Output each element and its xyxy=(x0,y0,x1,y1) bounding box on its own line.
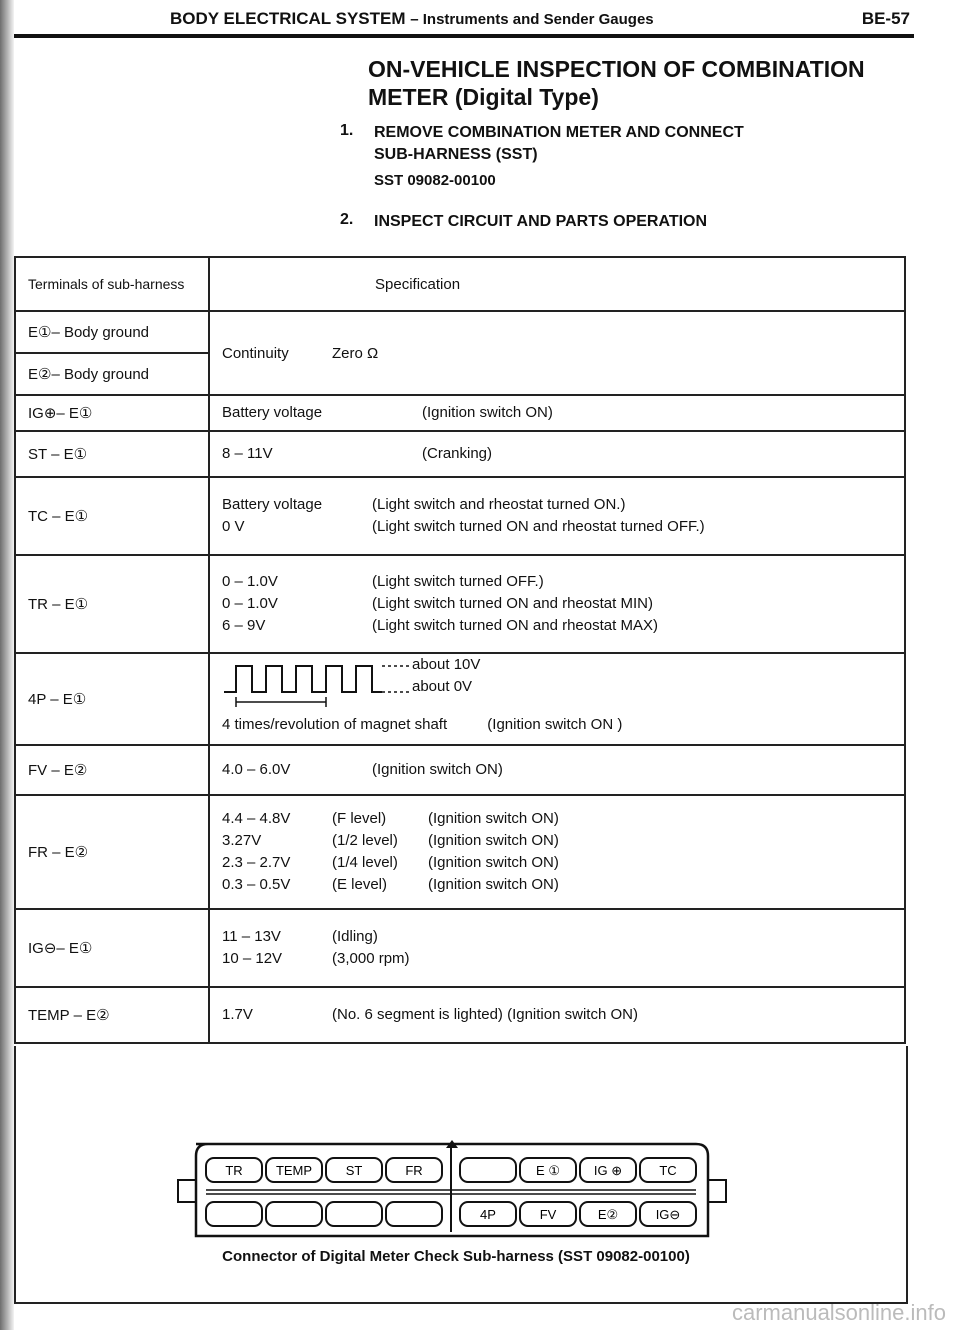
top-pin-label: TEMP xyxy=(275,1163,313,1178)
spec-line xyxy=(222,852,892,874)
terminal-cell: ST – E① xyxy=(15,431,209,477)
terminal-cell: IG⊖– E① xyxy=(15,909,209,987)
step-text-line: REMOVE COMBINATION METER AND CONNECT xyxy=(374,124,744,141)
sst-number: SST 09082-00100 xyxy=(374,172,496,189)
spec-condition: (Idling) xyxy=(332,928,378,945)
page-header xyxy=(170,4,910,34)
spec-condition: (Light switch turned ON and rheostat MIN) xyxy=(372,595,653,612)
pulse-signal-diagram xyxy=(222,656,892,742)
spec-line xyxy=(222,808,892,830)
spec-cell xyxy=(209,987,905,1043)
watermark-text: carmanualsonline.info xyxy=(731,1300,946,1325)
header-section: BODY ELECTRICAL SYSTEM xyxy=(170,9,406,28)
title-line-2: METER (Digital Type) xyxy=(368,84,599,110)
spec-level: (F level) xyxy=(332,810,387,827)
spec-cell xyxy=(209,653,905,745)
sub-harness-connector-diagram xyxy=(176,1140,736,1244)
spec-condition: (Light switch turned OFF.) xyxy=(372,573,544,590)
top-pin-label: E ① xyxy=(536,1163,560,1178)
spec-cell xyxy=(209,395,905,431)
table-header-row xyxy=(15,257,905,311)
header-subsection: – Instruments and Sender Gauges xyxy=(410,11,654,28)
spec-condition: (Ignition switch ON) xyxy=(428,832,559,849)
spec-value: 0 – 1.0V xyxy=(222,595,278,612)
spec-line xyxy=(222,830,892,852)
top-pin-5 xyxy=(460,1158,516,1182)
step-text: INSPECT CIRCUIT AND PARTS OPERATION xyxy=(374,213,708,230)
terminal-cell: IG⊕– E① xyxy=(15,395,209,431)
top-pin-label: TR xyxy=(225,1163,243,1178)
table-row xyxy=(15,311,905,353)
spec-value: 6 – 9V xyxy=(222,617,266,634)
spec-cell xyxy=(209,311,905,395)
page-binding-edge xyxy=(0,0,14,1330)
spec-condition: (Light switch and rheostat turned ON.) xyxy=(372,496,626,513)
col-header-terminals: Terminals of sub-harness xyxy=(15,257,209,311)
title-line-1: ON-VEHICLE INSPECTION OF COMBINATION xyxy=(368,56,865,82)
bottom-pin-label: IG⊖ xyxy=(655,1207,681,1222)
spec-level: (E level) xyxy=(332,876,388,893)
spec-line xyxy=(222,874,892,896)
step-number: 1. xyxy=(340,122,354,139)
table-row xyxy=(15,987,905,1043)
terminal-cell: FR – E② xyxy=(15,795,209,909)
header-section-title xyxy=(170,9,654,29)
bottom-pin-label: 4P xyxy=(480,1207,496,1222)
spec-value: Battery voltage xyxy=(222,496,323,513)
spec-line xyxy=(222,615,892,637)
spec-condition: (Ignition switch ON) xyxy=(428,810,559,827)
spec-condition: (Ignition switch ON) xyxy=(428,876,559,893)
pulse-high-label: about 10V xyxy=(412,656,481,673)
top-pin-label: TC xyxy=(659,1163,677,1178)
bottom-pin-1 xyxy=(206,1202,262,1226)
spec-cell xyxy=(209,745,905,795)
spec-condition: (No. 6 segment is lighted) (Ignition switch ON) xyxy=(332,1006,638,1023)
spec-line xyxy=(222,926,892,948)
spec-line xyxy=(222,443,892,465)
spec-value: 11 – 13V xyxy=(222,928,281,945)
spec-line xyxy=(222,571,892,593)
step-1 xyxy=(340,122,920,166)
spec-condition: (Ignition switch ON ) xyxy=(487,716,623,733)
spec-cell xyxy=(209,795,905,909)
spec-condition: (Cranking) xyxy=(422,445,493,462)
terminal-cell: TR – E① xyxy=(15,555,209,653)
table-row xyxy=(15,909,905,987)
terminal-cell: E①– Body ground xyxy=(15,311,209,353)
spec-condition: (3,000 rpm) xyxy=(332,950,410,967)
spec-condition: Zero Ω xyxy=(332,344,379,362)
table-row xyxy=(15,477,905,555)
spec-line xyxy=(222,759,892,781)
connector-caption: Connector of Digital Meter Check Sub-harness (SST 09082-00100) xyxy=(222,1248,690,1265)
step-text xyxy=(374,122,744,166)
bottom-pin-label: FV xyxy=(539,1207,557,1222)
spec-line xyxy=(222,716,622,733)
spec-value: Continuity xyxy=(222,344,289,362)
procedure-steps xyxy=(340,122,920,239)
spec-value: 2.3 – 2.7V xyxy=(222,854,291,871)
spec-value: 3.27V xyxy=(222,832,262,849)
spec-condition: (Ignition switch ON) xyxy=(422,404,553,421)
terminal-cell: E②– Body ground xyxy=(15,353,209,395)
terminal-cell: TEMP – E② xyxy=(15,987,209,1043)
spec-line xyxy=(222,1004,892,1026)
spec-line xyxy=(222,948,892,970)
top-pin-label: IG ⊕ xyxy=(593,1163,623,1178)
spec-value: 4.0 – 6.0V xyxy=(222,761,291,778)
table-row xyxy=(15,431,905,477)
bottom-pin-label: E② xyxy=(597,1207,619,1222)
page-title xyxy=(368,55,928,111)
spec-value: Battery voltage xyxy=(222,404,323,421)
spec-line xyxy=(222,494,892,516)
spec-condition: (Light switch turned ON and rheostat turned OFF.) xyxy=(372,518,705,535)
col-header-specification: Specification xyxy=(209,257,905,311)
spec-value: 4.4 – 4.8V xyxy=(222,810,291,827)
terminal-cell: FV – E② xyxy=(15,745,209,795)
header-rule xyxy=(14,34,914,38)
spec-condition: (Ignition switch ON) xyxy=(372,761,503,778)
spec-level: (1/2 level) xyxy=(332,832,398,849)
table-row xyxy=(15,395,905,431)
step-text-line: SUB-HARNESS (SST) xyxy=(374,146,538,163)
terminal-cell: 4P – E① xyxy=(15,653,209,745)
spec-value: 8 – 11V xyxy=(222,445,273,462)
spec-cell xyxy=(209,909,905,987)
top-pin-label: ST xyxy=(345,1163,363,1178)
bottom-pin-2 xyxy=(266,1202,322,1226)
spec-value: 0 V xyxy=(222,518,245,535)
step-number: 2. xyxy=(340,211,354,228)
spec-level: (1/4 level) xyxy=(332,854,398,871)
spec-cell xyxy=(209,431,905,477)
inspection-table xyxy=(14,256,906,1044)
spec-cell xyxy=(209,477,905,555)
terminal-cell: TC – E① xyxy=(15,477,209,555)
spec-value: 1.7V xyxy=(222,1006,253,1023)
top-pin-label: FR xyxy=(405,1163,423,1178)
pulse-waveform-icon xyxy=(222,660,412,712)
spec-value: 0 – 1.0V xyxy=(222,573,278,590)
spec-line xyxy=(222,345,892,362)
table-row xyxy=(15,555,905,653)
table-row xyxy=(15,653,905,745)
spec-cell xyxy=(209,555,905,653)
page-number: BE-57 xyxy=(861,9,910,28)
spec-value: 4 times/revolution of magnet shaft xyxy=(222,716,448,733)
pulse-low-label: about 0V xyxy=(412,678,473,695)
table-row xyxy=(15,795,905,909)
spec-value: 10 – 12V xyxy=(222,950,283,967)
spec-value: 0.3 – 0.5V xyxy=(222,876,291,893)
bottom-pin-3 xyxy=(326,1202,382,1226)
spec-condition: (Light switch turned ON and rheostat MAX) xyxy=(372,617,658,634)
bottom-pin-4 xyxy=(386,1202,442,1226)
step-2 xyxy=(340,211,920,233)
table-row xyxy=(15,745,905,795)
spec-line xyxy=(222,402,892,424)
spec-line xyxy=(222,516,892,538)
spec-condition: (Ignition switch ON) xyxy=(428,854,559,871)
spec-line xyxy=(222,593,892,615)
